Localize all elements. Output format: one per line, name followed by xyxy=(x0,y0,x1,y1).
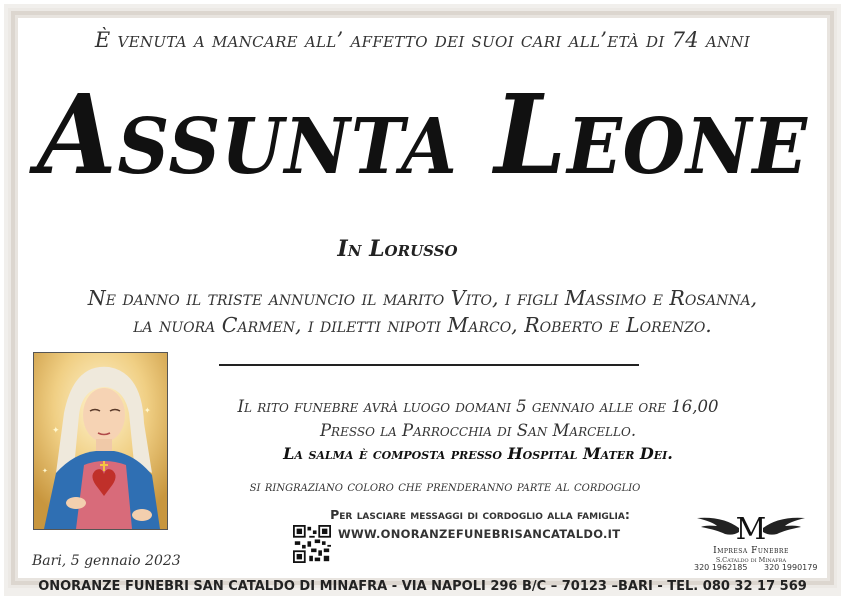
thanks-line: si ringraziano coloro che prenderanno parte al cordoglio xyxy=(249,479,641,495)
logo-title: Impresa Funebre xyxy=(713,546,789,556)
body-location: La salma è composta presso Hospital Mater Dei. xyxy=(283,444,673,463)
condolence-label: Per lasciare messaggi di cordoglio alla famiglia: xyxy=(330,507,630,522)
funeral-church: Presso la Parrocchia di San Marcello. xyxy=(319,421,637,440)
place-date: Bari, 5 gennaio 2023 xyxy=(32,553,181,569)
logo-letter: M xyxy=(735,512,767,544)
phone-number-1[interactable]: 320 1962185 xyxy=(694,563,748,572)
madonna-image xyxy=(34,353,167,529)
svg-text:✦: ✦ xyxy=(144,406,151,415)
announcement-line-1: Ne danno il triste annuncio il marito Vito, i figli Massimo e Rosanna, xyxy=(87,286,758,310)
divider-line xyxy=(219,364,639,366)
madonna-portrait xyxy=(33,352,168,530)
logo-subtitle: S.Cataldo di Minafra xyxy=(715,556,787,564)
deceased-name: Assunta Leone xyxy=(37,70,808,199)
winged-m-icon xyxy=(695,510,807,544)
qr-code-icon[interactable] xyxy=(293,525,331,563)
svg-text:✦: ✦ xyxy=(42,467,48,475)
footer-address: ONORANZE FUNEBRI SAN CATALDO DI MINAFRA - VIA NAPOLI 296 B/C – 70123 –BARI - TEL. 080 32 17 569 xyxy=(38,579,807,594)
funeral-time: Il rito funebre avrà luogo domani 5 gennaio alle ore 16,00 xyxy=(237,397,719,416)
condolence-website[interactable]: WWW.ONORANZEFUNEBRISANCATALDO.IT xyxy=(338,527,621,541)
intro-line: È venuta a mancare all’ affetto dei suoi cari all’età di 74 anni xyxy=(94,28,751,52)
svg-text:✦: ✦ xyxy=(52,426,60,436)
announcement-line-2: la nuora Carmen, i diletti nipoti Marco, Roberto e Lorenzo. xyxy=(133,313,712,337)
married-name: In Lorusso xyxy=(337,236,458,262)
phone-number-2[interactable]: 320 1990179 xyxy=(764,563,818,572)
funeral-home-logo xyxy=(695,510,807,570)
